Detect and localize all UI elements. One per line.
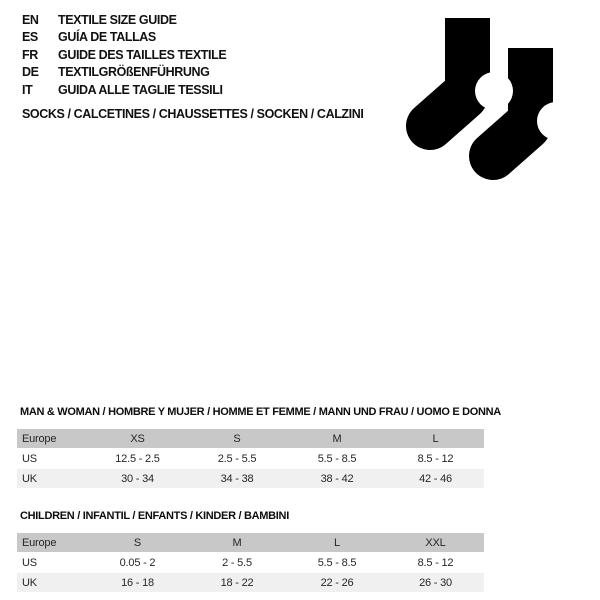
children-size-section — [17, 510, 484, 592]
language-label: GUIDE DES TAILLES TEXTILE — [58, 47, 227, 62]
table-header-row — [17, 429, 484, 449]
table-header-cell: L — [432, 432, 439, 445]
size-cell: 42 - 46 — [419, 472, 452, 485]
size-cell: 16 - 18 — [121, 576, 154, 589]
language-code: IT — [22, 82, 33, 97]
size-cell: 22 - 26 — [320, 576, 354, 589]
language-label: TEXTILE SIZE GUIDE — [58, 12, 177, 27]
man-woman-size-section — [17, 406, 501, 488]
table-header-cell: Europe — [22, 536, 57, 549]
row-label-cell: US — [22, 452, 37, 465]
language-row-it — [22, 81, 226, 99]
language-label: GUIDA ALLE TAGLIE TESSILI — [58, 82, 223, 97]
table-header-cell: XXL — [425, 536, 446, 549]
size-cell: 8.5 - 12 — [417, 452, 454, 465]
table-header-cell: L — [334, 536, 340, 549]
table-header-row — [17, 533, 484, 553]
language-code: ES — [22, 30, 38, 45]
table-header-cell: S — [233, 432, 241, 445]
size-cell: 2.5 - 5.5 — [217, 452, 257, 465]
language-code: FR — [22, 47, 38, 62]
size-cell: 0.05 - 2 — [119, 556, 156, 569]
language-code: EN — [22, 12, 39, 27]
size-cell: 12.5 - 2.5 — [115, 452, 160, 465]
table-header-cell: M — [232, 536, 242, 549]
size-cell: 5.5 - 8.5 — [317, 556, 357, 569]
language-label: GUÍA DE TALLAS — [58, 30, 156, 45]
sock-heel-dot — [475, 72, 513, 110]
table-header-cell: Europe — [22, 432, 57, 445]
man-woman-size-table — [17, 429, 484, 488]
table-row-us — [17, 553, 484, 573]
size-cell: 38 - 42 — [320, 472, 354, 485]
socks-icon — [400, 0, 580, 185]
size-cell: 2 - 5.5 — [222, 556, 252, 569]
table-header-cell: S — [133, 536, 142, 549]
sock-heel-dot — [537, 102, 575, 140]
table-header-cell: M — [332, 432, 342, 445]
size-cell: 5.5 - 8.5 — [317, 452, 357, 465]
size-cell: 34 - 38 — [220, 472, 254, 485]
language-list — [22, 11, 226, 99]
row-label-cell: UK — [22, 472, 37, 485]
sock-front — [430, 12, 513, 126]
children-table-title: CHILDREN / INFANTIL / ENFANTS / KINDER / BAMBINI — [20, 510, 289, 522]
language-row-en — [22, 11, 226, 29]
table-header-cell: XS — [130, 432, 145, 445]
man-woman-table-title: MAN & WOMAN / HOMBRE Y MUJER / HOMME ET FEMME / MANN UND FRAU / UOMO E DONNA — [20, 406, 501, 418]
language-row-de — [22, 64, 226, 82]
size-cell: 30 - 34 — [121, 472, 154, 485]
category-title: SOCKS / CALCETINES / CHAUSSETTES / SOCKEN / CALZINI — [22, 107, 364, 121]
language-row-es — [22, 29, 226, 47]
size-cell: 8.5 - 12 — [417, 556, 454, 569]
size-cell: 18 - 22 — [220, 576, 254, 589]
language-code: DE — [22, 65, 39, 80]
table-row-uk — [17, 469, 484, 489]
table-row-us — [17, 449, 484, 469]
row-label-cell: US — [22, 556, 37, 569]
size-cell: 26 - 30 — [419, 576, 452, 589]
language-row-fr — [22, 46, 226, 64]
children-size-table — [17, 533, 484, 592]
row-label-cell: UK — [22, 576, 37, 589]
table-row-uk — [17, 573, 484, 593]
language-label: TEXTILGRÖßENFÜHRUNG — [58, 65, 210, 80]
